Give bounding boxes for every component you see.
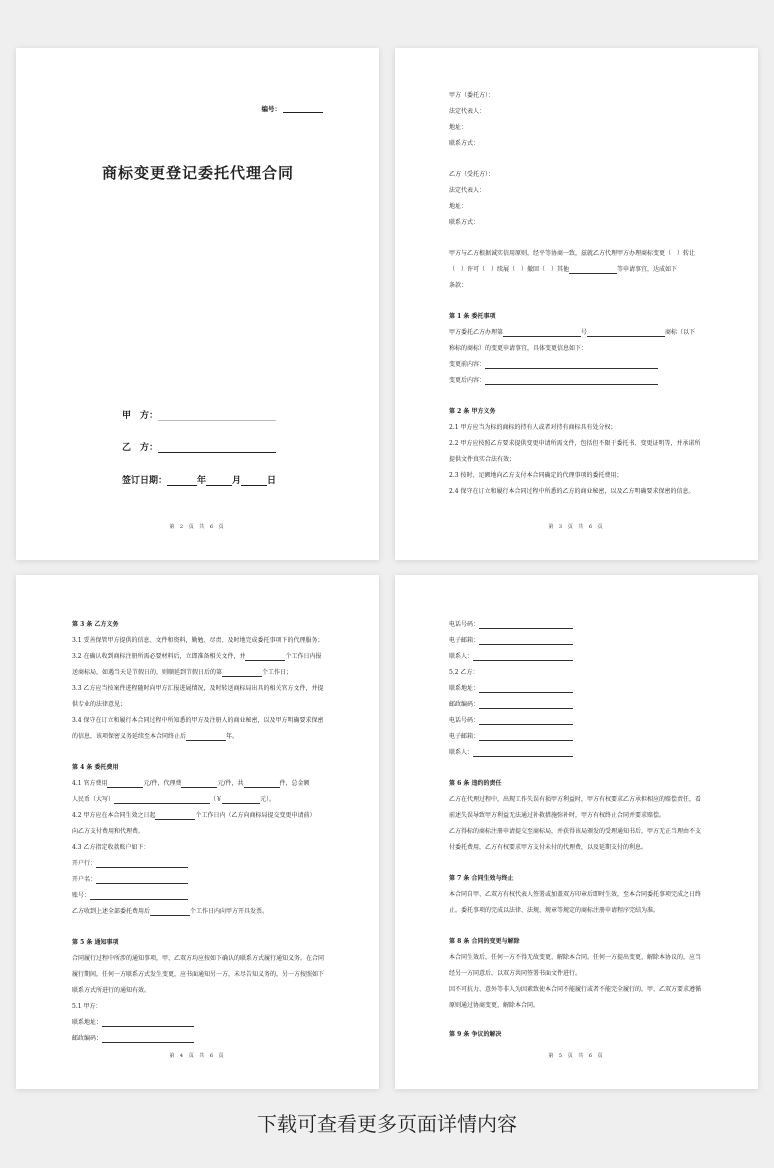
bank-account: 账号： (72, 892, 188, 900)
party-b-contact: 联系方式： (449, 219, 480, 226)
before-change: 变更前内容： (449, 361, 658, 369)
section-6-title: 第 6 条 违约的责任 (449, 780, 502, 787)
page-footer: 第 4 页 共 6 页 (169, 1053, 226, 1059)
section-4-line-3: 4.2 甲方应在本合同生效之日起 个工作日内（乙方向商标局提交变更申请前） (72, 812, 316, 819)
section-2-line-2: 2.2 甲方应按照乙方要求提供变更申请所需文件，包括但不限于委托书、变更证明等，并承诺所 (449, 440, 701, 447)
party-a-tel: 电话号码： (449, 621, 573, 629)
section-7-title: 第 7 条 合同生效与终止 (449, 875, 514, 882)
section-6-line-1: 乙方在代理过程中，出现工作失误有损甲方利益时，甲方有权要求乙方承担相应的赔偿责任，看 (449, 796, 702, 803)
section-6-line-4: 付委托费用，乙方有权要求甲方支付未付的代理费，以及延期支付的利息。 (449, 844, 648, 851)
section-1-line-2: 称标的商标）的变更申请事宜，具体变更信息如下： (449, 345, 588, 352)
section-8-line-3: 因不可抗力、意外等非人为因素致使本合同不能履行或者不能完全履行的，甲、乙双方要求遵循 (449, 986, 702, 993)
party-a-rep: 法定代表人： (449, 108, 486, 115)
party-b-address: 地址： (449, 203, 468, 210)
party-a-contact: 联系方式： (449, 140, 480, 147)
party-a-contact-person: 联系人： (449, 653, 573, 661)
party-a-address: 地址： (449, 124, 468, 131)
section-3-line-7: 的信息，该项保密义务延续至本合同终止后 年。 (72, 733, 239, 740)
section-1-title: 第 1 条 委托事项 (449, 313, 496, 320)
page-footer: 第 5 页 共 6 页 (548, 1053, 605, 1059)
section-5-line-3: 联系方式所进行的通知有效。 (72, 987, 151, 994)
sign-date: 签订日期： 年 月 日 (122, 476, 277, 486)
contract-page-4 (395, 575, 758, 1089)
section-2-line-1: 2.1 甲方应当为标的商标的持有人或者对持有商标具有处分权； (449, 424, 617, 431)
section-3-line-6: 3.4 保守在订立和履行本合同过程中所知悉的甲方及注册人的商业秘密，以及甲方明确要求保密 (72, 717, 324, 724)
party-b-address: 联系地址： (449, 685, 573, 693)
section-9-title: 第 9 条 争议的解决 (449, 1031, 502, 1038)
party-b-contact-person: 联系人： (449, 749, 573, 757)
section-8-line-4: 原则通过协商变更、解除本合同。 (449, 1002, 540, 1009)
download-caption: 下载可查看更多页面详情内容 (257, 1112, 517, 1136)
party-b-tel: 电话号码： (449, 717, 573, 725)
intro-line-2: （ ）许可（ ）续展（ ）撤回（ ）其他 等申请事宜，达成如下 (449, 266, 678, 273)
bank-name: 开户名： (72, 876, 188, 884)
party-b-rep: 法定代表人： (449, 187, 486, 194)
section-6-line-3: 乙方得标的商标注册申请提交至商标局，并获得该局颁发的受理通知书后，甲方无正当理由不支 (449, 828, 702, 835)
section-8-line-2: 经另一方同意后，以双方共同签署书面文件进行。 (449, 970, 582, 977)
after-change: 变更后内容： (449, 377, 658, 385)
section-4-line-2: 人民币（大写） （￥ 元）。 (72, 796, 276, 803)
party-a-email: 电子邮箱： (449, 637, 573, 645)
section-7-line-2: 止。委托事项的完成以法律、法规、规章等规定的商标注册申请程序完结为准。 (449, 907, 660, 914)
section-3-line-4: 3.3 乙方应当按案件进程随时向甲方汇报进展情况，及时转送商标局出具的相关官方文件，并提 (72, 685, 324, 692)
section-2-line-4: 2.3 按时、足额地向乙方支付本合同确定的代理事项的委托费用； (449, 472, 623, 479)
party-b-email: 电子邮箱： (449, 733, 573, 741)
party-b-heading: 乙方（受托方）： (449, 171, 495, 178)
contract-page-3 (16, 575, 379, 1089)
section-4-line-4: 向乙方支付费用和代理费。 (72, 828, 145, 835)
section-6-line-2: 前述失误导致甲方利益无法通过补救措施弥补时，甲方有权终止合同并要求赔偿。 (449, 812, 666, 819)
section-2-title: 第 2 条 甲方义务 (449, 408, 496, 415)
section-5-line-4: 5.1 甲方： (72, 1003, 102, 1010)
section-7-line-1: 本合同自甲、乙双方有权代表人签署或加盖双方印章后即时生效，至本合同委托事项完成之日终 (449, 891, 702, 898)
contract-page-cover (16, 48, 379, 560)
party-b-signature: 乙 方： (122, 440, 276, 453)
contract-page-2 (395, 48, 758, 560)
contract-number: 编号： (262, 104, 324, 113)
bank-open: 开户行： (72, 860, 188, 868)
section-3-title: 第 3 条 乙方义务 (72, 621, 119, 628)
contract-title: 商标变更登记委托代理合同 (102, 164, 295, 182)
intro-line-1: 甲方与乙方根据诚实信用原则，经平等协商一致，兹就乙方代理甲方办理商标变更（ ）转让 (449, 250, 696, 257)
section-5-line-1: 合同履行过程中所涉的通知事项，甲、乙双方均应按如下确认的联系方式履行通知义务。在合同 (72, 955, 325, 962)
number-blank (283, 106, 323, 113)
party-b-zip: 邮政编码： (449, 701, 573, 709)
page-footer: 第 3 页 共 6 页 (548, 524, 605, 530)
section-5-title: 第 5 条 通知事项 (72, 939, 119, 946)
party-a-zip: 邮政编码： (72, 1035, 194, 1043)
section-2-line-5: 2.4 保守在订立和履行本合同过程中所悉的乙方的商业秘密，以及乙方明确要求保密的信息。 (449, 488, 695, 495)
section-4-line-5: 4.3 乙方指定收款账户如下： (72, 844, 150, 851)
section-3-line-1: 3.1 妥善保管甲方提供的信息、文件和资料，勤勉、尽责、及时地完成委托事项下的代理服务； (72, 637, 324, 644)
section-5-line-2: 履行期间，任何一方联系方式发生变更，应书面通知另一方，未尽告知义务的，另一方按照如下 (72, 971, 325, 978)
section-3-line-3: 送商标局，如遇当天是节假日的，则顺延到节假日后的第 个工作日； (72, 669, 293, 676)
section-8-title: 第 8 条 合同的变更与解除 (449, 938, 520, 945)
party-b-label: 5.2 乙方： (449, 669, 479, 676)
intro-line-3: 条款： (449, 282, 468, 289)
party-a-heading: 甲方（委托方）： (449, 92, 495, 99)
section-4-line-1: 4.1 官方费用 元/件，代理费 元/件，共 件，总金额 (72, 780, 310, 787)
section-3-line-5: 供专业的法律意见； (72, 701, 127, 708)
section-4-title: 第 4 条 委托费用 (72, 764, 119, 771)
page-footer: 第 2 页 共 6 页 (169, 524, 226, 530)
section-2-line-3: 提供文件真实合法有效； (449, 456, 516, 463)
section-4-line-9: 乙方收到上述全部委托费用后 个工作日内向甲方开具发票。 (72, 908, 269, 915)
section-1-line-1: 甲方委托乙方办理第 号 商标（以下 (449, 329, 696, 336)
section-3-line-2: 3.2 在确认收到商标注册所需必要材料后，立即准备相关文件，并 个工作日内报 (72, 653, 322, 660)
party-a-signature: 甲 方： (122, 408, 276, 421)
section-8-line-1: 本合同生效后，任何一方不得无故变更、解除本合同。任何一方提出变更、解除本协议的，应当 (449, 954, 702, 961)
party-a-contact-address: 联系地址： (72, 1019, 194, 1027)
